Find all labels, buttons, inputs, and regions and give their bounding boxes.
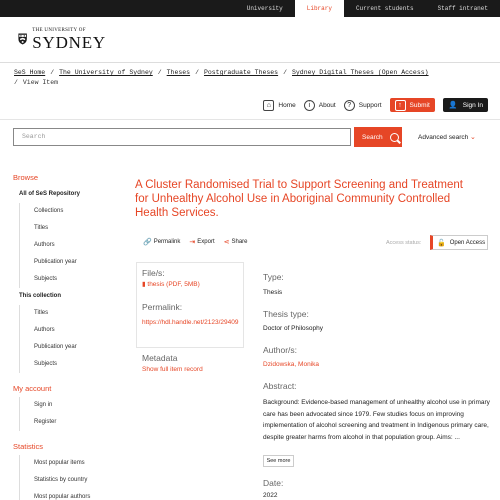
toolbar-divider [0, 119, 500, 120]
see-more-button[interactable]: See more [263, 455, 294, 467]
topnav-current-students[interactable]: Current students [355, 5, 414, 12]
crest-icon [18, 25, 27, 53]
abstract-heading: Abstract: [263, 381, 297, 391]
sidebar-item[interactable]: Most popular items [19, 455, 118, 472]
support-button[interactable]: ? Support [344, 100, 382, 111]
top-bar [0, 0, 500, 17]
logo-title: SYDNEY [32, 32, 106, 52]
top-nav [235, 0, 500, 17]
help-icon: ? [344, 100, 355, 111]
export-icon: ⇥ [189, 239, 196, 246]
breadcrumb-link[interactable]: Theses [166, 69, 191, 76]
breadcrumb-link[interactable]: Postgraduate Theses [203, 69, 279, 76]
sidebar-item[interactable]: Collections [19, 203, 118, 220]
topnav-library[interactable]: Library [295, 0, 344, 17]
advanced-search-link[interactable]: Advanced search ⌄ [418, 134, 476, 141]
permalink-heading: Permalink: [142, 302, 183, 312]
breadcrumb-link[interactable]: The University of Sydney [59, 69, 153, 76]
metadata-heading: Metadata [142, 353, 178, 363]
breadcrumb-link[interactable]: SeS Home [14, 69, 46, 76]
search-button[interactable]: Search [354, 127, 402, 147]
sidebar-item[interactable]: Authors [19, 237, 118, 254]
sidebar-heading-browse: Browse [13, 173, 39, 182]
about-button[interactable]: i About [304, 100, 336, 111]
sidebar-item[interactable]: Sign in [19, 397, 118, 414]
abstract-text: Background: Evidence-based management of unhealthy alcohol use in primary care has been advocated since 1979. Few studies focus on improving implementation of alcohol screening and treatment in Indigenous primary care, despite greater harms from alcohol in that population group. Aims: ... [263, 399, 490, 441]
file-link[interactable]: ▮ thesis (PDF, 5MB) [142, 281, 200, 288]
sidebar-group-collection: This collection [19, 293, 62, 299]
type-value: Thesis [263, 289, 283, 296]
upload-icon: ↑ [395, 100, 406, 111]
submit-button[interactable]: ↑ Submit [390, 98, 435, 112]
item-actions [143, 238, 257, 246]
item-title: A Cluster Randomised Trial to Support Screening and Treatment for Unhealthy Alcohol Use in Aboriginal Community Controlled Health Services. [135, 179, 463, 219]
breadcrumb-current: View Item [22, 79, 59, 86]
thesis-type-value: Doctor of Philosophy [263, 325, 323, 332]
sidebar-item[interactable]: Statistics by country [19, 472, 118, 489]
full-record-link[interactable]: Show full item record [142, 366, 203, 373]
thesis-type-heading: Thesis type: [263, 309, 309, 319]
search-icon [390, 133, 399, 142]
share-icon: ⋖ [223, 239, 230, 246]
date-value: 2022 [263, 492, 278, 499]
breadcrumb-link[interactable]: Sydney Digital Theses (Open Access) [292, 69, 429, 76]
unlock-icon: 🔓 [437, 239, 446, 247]
logo-subtitle: THE UNIVERSITY OF [32, 27, 86, 33]
sidebar-heading-account: My account [13, 384, 52, 393]
info-icon: i [304, 100, 315, 111]
permalink-button[interactable]: 🔗 Permalink [143, 239, 181, 246]
sidebar-item[interactable]: Publication year [19, 254, 118, 271]
sidebar-group-repository: All of SeS Repository [19, 191, 81, 197]
authors-heading: Author/s: [263, 345, 298, 355]
sidebar-item[interactable]: Register [19, 414, 118, 431]
breadcrumb: SeS Home / The University of Sydney / Theses / Postgraduate Theses / Sydney Digital Theses (Open Access) / View Item [14, 69, 429, 86]
sidebar-item[interactable]: Titles [19, 220, 118, 237]
header-divider [0, 62, 500, 63]
share-button[interactable]: ⋖ Share [223, 239, 248, 246]
files-heading: File/s: [142, 268, 165, 278]
sidebar-heading-statistics: Statistics [13, 442, 44, 451]
export-button[interactable]: ⇥ Export [189, 239, 215, 246]
sidebar-item[interactable]: Publication year [19, 339, 118, 356]
sidebar [13, 172, 118, 500]
sidebar-item[interactable]: Subjects [19, 271, 118, 288]
type-heading: Type: [263, 272, 284, 282]
topnav-university[interactable]: University [246, 5, 283, 12]
sign-in-button[interactable]: 👤 Sign In [443, 98, 488, 112]
search-input[interactable]: Search [13, 128, 351, 146]
topnav-staff-intranet[interactable]: Staff intranet [437, 5, 488, 12]
home-icon: ⌂ [263, 100, 274, 111]
university-logo[interactable] [18, 22, 106, 56]
sidebar-item[interactable]: Subjects [19, 356, 118, 373]
user-icon: 👤 [448, 101, 458, 109]
access-status-label: Access status: [386, 240, 422, 246]
sidebar-item[interactable]: Most popular authors [19, 489, 118, 500]
sidebar-item[interactable]: Titles [19, 305, 118, 322]
sidebar-item[interactable]: Authors [19, 322, 118, 339]
utility-bar [255, 98, 488, 112]
date-heading: Date: [263, 478, 284, 488]
permalink-url[interactable]: https://hdl.handle.net/2123/29409 [142, 319, 239, 326]
pdf-icon: ▮ [142, 281, 146, 288]
link-icon: 🔗 [143, 239, 152, 246]
home-button[interactable]: ⌂ Home [263, 100, 295, 111]
author-link[interactable]: Dzidowska, Monika [263, 361, 319, 368]
chevron-down-icon: ⌄ [470, 134, 476, 141]
open-access-badge: 🔓 Open Access [430, 235, 488, 250]
